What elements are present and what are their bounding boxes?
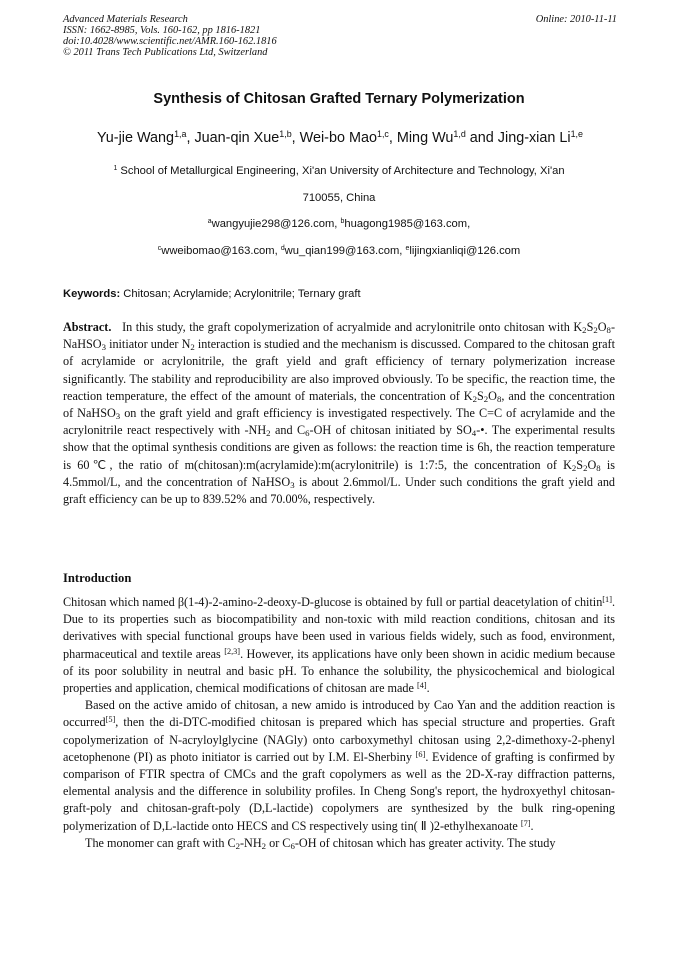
abstract-text: In this study, the graft copolymerization of acryalmide and acrylonitrile onto chitosan with $K_2S_2O_8-NaHSO_3$ initiator under $N_2$ interaction is studied and the mechanism is discussed. Compared to the chitosan graft of acrylamide or acrylonitrile, the graft yield and graft efficiency of ternary polymerization increase significantly. The stability and reproducibility are also improved obviously. To be specific, the reaction time, the reaction temperature, the effect of the amount of materials, the concentration of $K_2S_2O_8$, and the concentration of NaHSO$_3$ on the graft yield and graft efficiency is investigated respectively. The C=C of acrylamide and the acrylonitrile react respectively with $-NH_2$ and $C_6-OH$ of chitosan initiated by $SO_4-•$. The experimental results show that the optimal synthesis conditions are given as follows: the reaction time is 6h, the reaction temperature is 60℃, the ratio of m(chitosan):m(acrylamide):m(acrylonitrile) is 1:7:5, the concentration of $K_2S_2O_8$ is 4.5mmol/L, and the concentration of NaHSO$_3$ is about 2.6mmol/L. Under such conditions the graft yield and graft efficiency can be up to 839.52% and 70.00%, respectively. xyxy=(63,320,616,507)
introduction-body xyxy=(63,594,615,852)
author-name: Wei-bo Mao xyxy=(299,130,377,146)
keywords-text: Chitosan; Acrylamide; Acrylonitrile; Ternary graft xyxy=(120,288,361,300)
author-name: Yu-jie Wang xyxy=(97,130,175,146)
email-line-1 xyxy=(40,218,638,230)
author-affiliation-marker: 1,c xyxy=(376,129,389,140)
author-name: Jing-xian Li xyxy=(497,130,571,146)
issn-line: ISSN: 1662-8985, Vols. 160-162, pp 1816-1821 xyxy=(63,25,261,36)
introduction-paragraph: Based on the active amido of chitosan, a new amido is introduced by Cao Yan and the addition reaction is occurred[5], then the di-DTC-modified chitosan is prepared which has special structure and properties. Graft copolymerization of N-acryloylglycine (NAGly) onto carboxymethyl chitosan using 2,2-dimethoxy-2-phenyl acetophenone (PI) as photo initiator is carried out by I.M. El-Sherbiny [6]. Evidence of grafting is confirmed by comparison of FTIR spectra of CMCs and the graft copolymers as well as the 2D-X-ray diffraction patterns, elemental analysis and the difference in solubility profiles. In Cheng Song's report, the hydroxyethyl chitosan-graft-poly and chitosan-graft-poly (D,L-lactide) copolymers are synthesized by the bulk ring-opening polymerization of D,L-lactide onto HECS and CS respectively using tin( Ⅱ )2-ethylhexanoate [7]. xyxy=(63,698,615,833)
affiliation-marker: 1 xyxy=(113,165,118,173)
copyright-line: © 2011 Trans Tech Publications Ltd, Switzerland xyxy=(63,47,268,58)
author-affiliation-marker: 1,d xyxy=(453,129,466,140)
email-address: wangyujie298@126.com, xyxy=(211,218,341,230)
author-name: Juan-qin Xue xyxy=(194,130,280,146)
abstract-label: Abstract. xyxy=(63,320,112,334)
author-name: Ming Wu xyxy=(396,130,454,146)
introduction-paragraph: The monomer can graft with $C_2-NH_2$ or $C_6-OH$ of chitosan which has greater activity. The study xyxy=(85,835,556,852)
email-marker: b xyxy=(340,218,345,226)
email-address: lijingxianliqi@126.com xyxy=(409,245,521,257)
email-marker: e xyxy=(405,245,410,253)
author-affiliation-marker: 1,e xyxy=(570,129,583,140)
email-marker: a xyxy=(207,218,212,226)
email-address: huagong1985@163.com, xyxy=(344,218,471,230)
affiliation-text: School of Metallurgical Engineering, Xi'an University of Architecture and Technology, Xi'an xyxy=(120,165,565,177)
journal-name: Advanced Materials Research xyxy=(63,14,188,25)
author-list: Yu-jie Wang$^{1,a}$, Juan-qin Xue$^{1,b}$, Wei-bo Mao$^{1,c}$, Ming Wu$^{1,d}$ and Jing-xian Li$^{1,e}$ xyxy=(97,129,583,146)
online-date: Online: 2010-11-11 xyxy=(535,14,617,25)
journal-header xyxy=(63,14,617,58)
author-affiliation-marker: 1,a xyxy=(174,129,187,140)
doi-line: doi:10.4028/www.scientific.net/AMR.160-162.1816 xyxy=(63,36,277,47)
introduction-paragraph: Chitosan which named β(1-4)-2-amino-2-deoxy-D-glucose is obtained by full or partial deacetylation of chitin[1]. Due to its properties such as biocompatibility and non-toxic with mild reaction conditions, chitosan and its derivatives with special functional groups have been used in various fields widely, such as food, environment, pharmaceutical and textile areas [2,3]. However, its applications have only been shown in acidic medium because of its poor solubility in neutral and basic pH. To enhance the solubility, the physicochemical and biological properties and application, chemical modifications of chitosan are made [4]. xyxy=(63,594,615,696)
email-address: wweibomao@163.com, xyxy=(161,245,281,257)
author-affiliation-marker: 1,b xyxy=(279,129,292,140)
affiliation-line-2: 710055, China xyxy=(302,192,376,204)
email-address: wu_qian199@163.com, xyxy=(284,245,406,257)
email-line-2 xyxy=(40,245,638,257)
affiliation-line-1 xyxy=(63,165,615,177)
paper-title: Synthesis of Chitosan Grafted Ternary Polymerization xyxy=(153,91,525,107)
introduction-heading: Introduction xyxy=(63,571,132,585)
email-marker: d xyxy=(280,245,285,253)
keywords xyxy=(63,288,361,300)
email-marker: c xyxy=(157,245,162,253)
keywords-label: Keywords: xyxy=(63,288,121,300)
abstract xyxy=(63,319,615,508)
